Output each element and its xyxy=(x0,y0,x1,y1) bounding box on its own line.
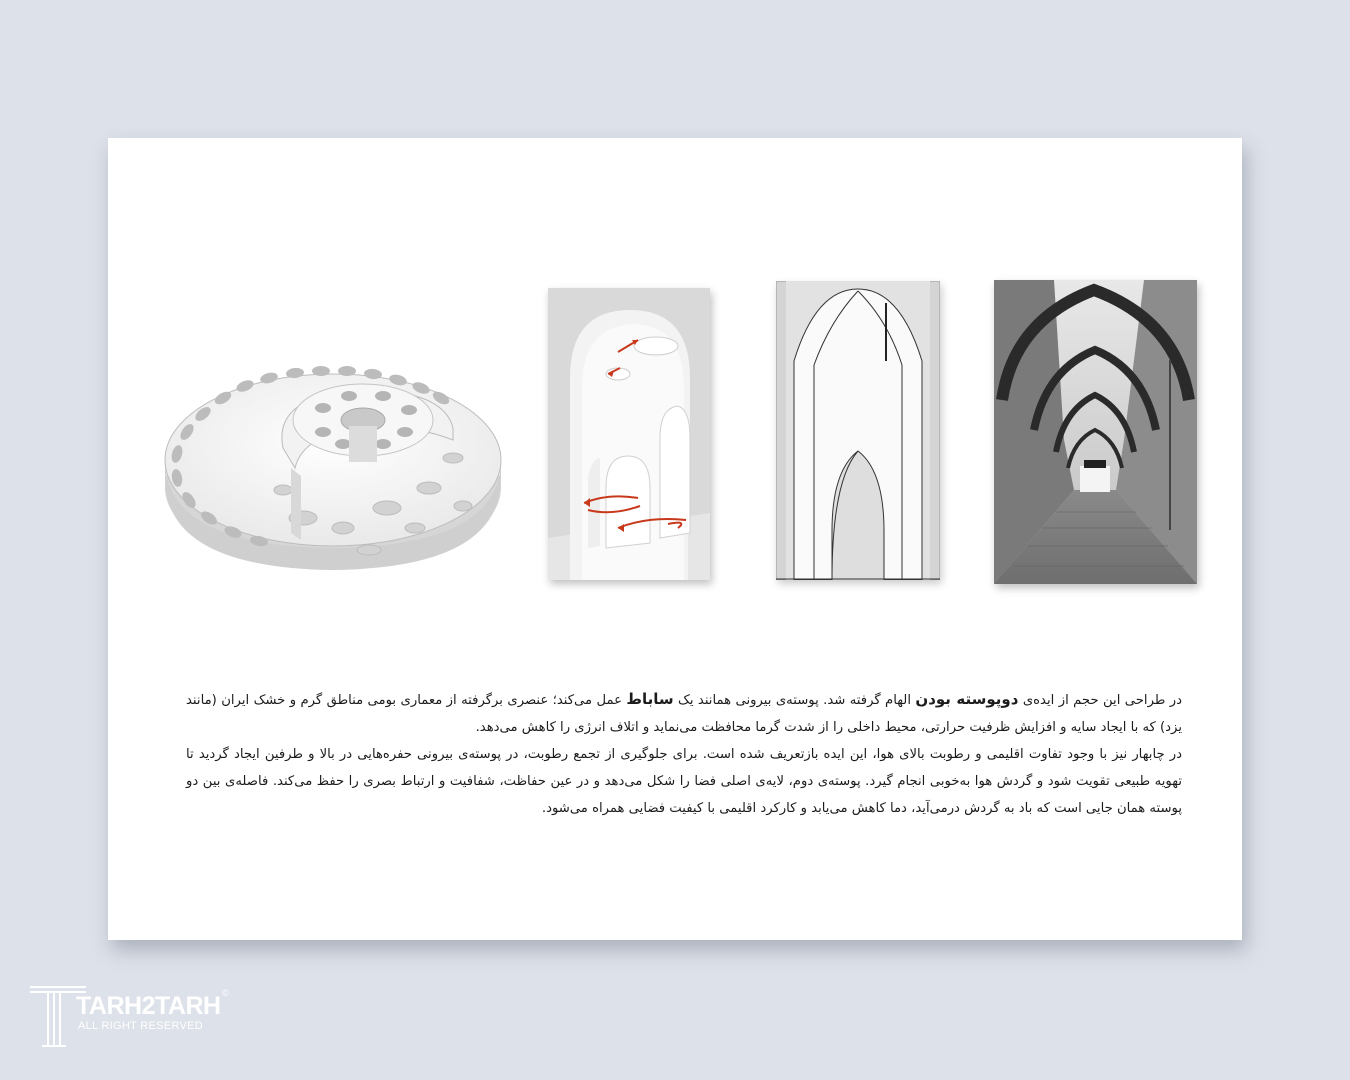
description-text xyxy=(186,686,1182,822)
disc-model-icon xyxy=(153,328,508,578)
paragraph-1: در طراحی این حجم از ایده‌ی دوپوسته بودن الهام گرفته شد. پوسته‌ی بیرونی همانند یک ساباط عمل می‌کند؛ عنصری برگرفته از معماری بومی مناطق گرم و خشک ایران (مانند یزد) که با ایجاد سایه و افزایش ظرفیت حرارتی، محیط داخلی را از شدت گرما محافظت می‌نماید و اتلاف انرژی را کاهش می‌دهد. xyxy=(186,690,1183,735)
copyright-icon: © xyxy=(222,988,229,998)
keyword-sabat: ساباط xyxy=(626,690,674,708)
arch-render-icon xyxy=(548,288,710,580)
tarh2tarh-logo xyxy=(28,982,238,1052)
logo-tagline: ALL RIGHT RESERVED xyxy=(78,1020,204,1032)
arch-section-icon xyxy=(776,281,940,580)
keyword-double-skin: دوپوسته بودن xyxy=(915,690,1019,708)
sabat-photo-icon xyxy=(994,280,1197,584)
logo-name: TARH2TARH xyxy=(76,992,221,1020)
presentation-sheet xyxy=(108,138,1242,940)
paragraph-2: در چابهار نیز با وجود تفاوت اقلیمی و رطوبت بالای هوا، این ایده بازتعریف شده است. برای جلوگیری از تجمع رطوبت، در پوسته‌ی بیرونی حفره‌هایی در بالا و طرفین ایجاد گردید تا تهویه طبیعی تقویت شود و گردش هوا به‌خوبی انجام گیرد. پوسته‌ی دوم، لایه‌ی اصلی فضا را شکل می‌دهد و در عین حفاظت، شفافیت و ارتباط بصری را حفظ می‌کند. فاصله‌ی بین دو پوسته همان جایی است که باد به گردش درمی‌آید، دما کاهش می‌یابد و کارکرد اقلیمی با کیفیت فضایی همراه می‌شود. xyxy=(186,747,1182,816)
